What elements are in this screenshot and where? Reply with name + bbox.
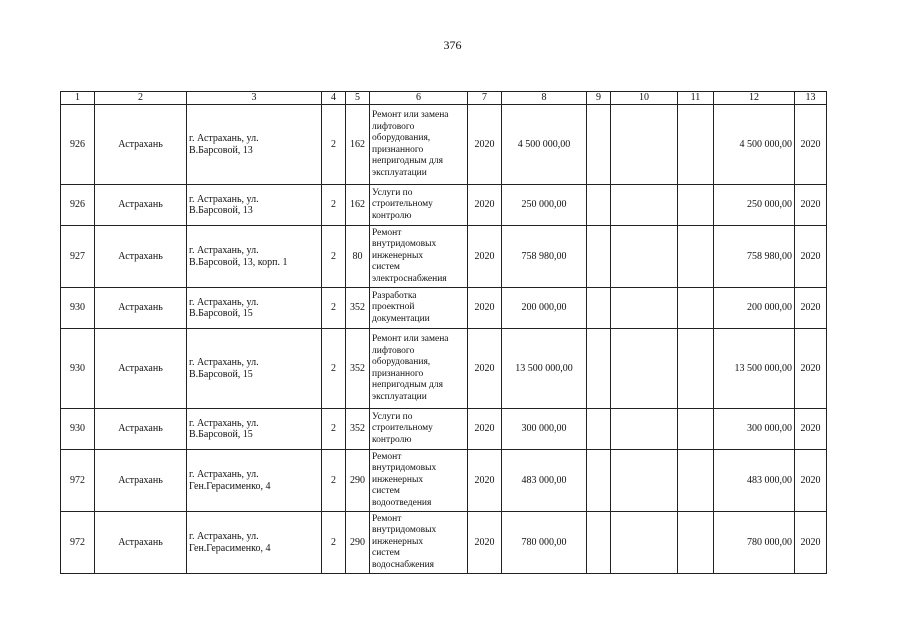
col-5-cell: 352: [346, 288, 370, 329]
work-type-cell: [370, 226, 468, 288]
address-cell: [187, 105, 322, 185]
column-header-4: 4: [322, 92, 346, 105]
table-row: [61, 105, 827, 185]
address-line: В.Барсовой, 13: [189, 144, 253, 156]
total-cost-cell: 780 000,00: [714, 512, 795, 574]
address-line: В.Барсовой, 13, корп. 1: [189, 256, 288, 268]
col-5-cell: 80: [346, 226, 370, 288]
work-type-line: Услуги по: [372, 411, 413, 422]
table-row: [61, 450, 827, 512]
year-cell: 2020: [468, 226, 502, 288]
work-type-line: оборудования,: [372, 133, 431, 143]
city-cell: Астрахань: [95, 409, 187, 450]
work-type-line: лифтового: [372, 121, 415, 132]
work-type-cell: [370, 185, 468, 226]
col-11-cell: [678, 105, 714, 185]
address-line: Ген.Герасименко, 4: [189, 542, 271, 554]
house-number-cell: 927: [61, 226, 95, 288]
work-type-line: инженерных: [372, 474, 424, 485]
address-line: г. Астрахань, ул.: [189, 417, 259, 429]
city-cell: Астрахань: [95, 105, 187, 185]
address-line: г. Астрахань, ул.: [189, 357, 259, 368]
work-type-line: Ремонт: [372, 513, 402, 524]
col-9-cell: [587, 226, 611, 288]
table-row: [61, 512, 827, 574]
col-11-cell: [678, 512, 714, 574]
address-cell: [187, 226, 322, 288]
house-number-cell: 926: [61, 185, 95, 226]
table-row: [61, 409, 827, 450]
work-type-line: электроснабжения: [372, 273, 447, 284]
table-row: [61, 288, 827, 329]
col-5-cell: 290: [346, 450, 370, 512]
col-11-cell: [678, 329, 714, 409]
work-type-line: внутридомовых: [372, 239, 437, 250]
table-row: [61, 185, 827, 226]
completion-year-cell: 2020: [795, 288, 827, 329]
city-cell: Астрахань: [95, 329, 187, 409]
year-cell: 2020: [468, 329, 502, 409]
col-9-cell: [587, 105, 611, 185]
col-10-cell: [611, 288, 678, 329]
house-number-cell: 930: [61, 288, 95, 329]
work-type-line: систем: [372, 486, 400, 497]
table-row: [61, 226, 827, 288]
total-cost-cell: 4 500 000,00: [714, 105, 795, 185]
completion-year-cell: 2020: [795, 105, 827, 185]
col-4-cell: 2: [322, 185, 346, 226]
work-type-line: инженерных: [372, 536, 424, 547]
completion-year-cell: 2020: [795, 450, 827, 512]
table-body: [61, 105, 827, 574]
col-11-cell: [678, 288, 714, 329]
year-cell: 2020: [468, 450, 502, 512]
col-10-cell: [611, 185, 678, 226]
work-type-cell: [370, 105, 468, 185]
work-type-line: признанного: [372, 368, 424, 379]
completion-year-cell: 2020: [795, 409, 827, 450]
col-9-cell: [587, 450, 611, 512]
col-11-cell: [678, 409, 714, 450]
year-cell: 2020: [468, 185, 502, 226]
house-number-cell: 930: [61, 329, 95, 409]
work-type-line: систем: [372, 548, 400, 559]
year-cell: 2020: [468, 512, 502, 574]
address-cell: [187, 512, 322, 574]
col-4-cell: 2: [322, 105, 346, 185]
col-4-cell: 2: [322, 288, 346, 329]
address-line: В.Барсовой, 15: [189, 429, 253, 440]
work-type-line: Ремонт или замена: [372, 334, 449, 344]
total-cost-cell: 300 000,00: [714, 409, 795, 450]
year-cell: 2020: [468, 409, 502, 450]
col-4-cell: 2: [322, 450, 346, 512]
house-number-cell: 972: [61, 450, 95, 512]
address-line: г. Астрахань, ул.: [189, 469, 259, 480]
total-cost-cell: 13 500 000,00: [714, 329, 795, 409]
cost-cell: 13 500 000,00: [502, 329, 587, 409]
column-header-3: 3: [187, 92, 322, 105]
total-cost-cell: 250 000,00: [714, 185, 795, 226]
column-header-8: 8: [502, 92, 587, 105]
work-type-line: непригодным для: [372, 380, 443, 390]
year-cell: 2020: [468, 105, 502, 185]
work-type-line: водоотведения: [372, 497, 432, 508]
work-type-line: контролю: [372, 434, 412, 445]
year-cell: 2020: [468, 288, 502, 329]
city-cell: Астрахань: [95, 185, 187, 226]
col-11-cell: [678, 226, 714, 288]
address-line: г. Астрахань, ул.: [189, 133, 259, 144]
cost-cell: 483 000,00: [502, 450, 587, 512]
work-type-cell: [370, 512, 468, 574]
cost-cell: 780 000,00: [502, 512, 587, 574]
col-10-cell: [611, 226, 678, 288]
column-header-11: 11: [678, 92, 714, 105]
address-line: В.Барсовой, 15: [189, 368, 253, 380]
col-11-cell: [678, 185, 714, 226]
column-header-5: 5: [346, 92, 370, 105]
work-type-line: водоснабжения: [372, 559, 435, 570]
work-type-line: Услуги по: [372, 187, 413, 198]
total-cost-cell: 200 000,00: [714, 288, 795, 329]
completion-year-cell: 2020: [795, 185, 827, 226]
work-type-line: контролю: [372, 210, 412, 221]
address-cell: [187, 288, 322, 329]
address-cell: [187, 185, 322, 226]
completion-year-cell: 2020: [795, 226, 827, 288]
address-line: В.Барсовой, 15: [189, 308, 253, 319]
column-header-1: 1: [61, 92, 95, 105]
work-type-line: лифтового: [372, 345, 415, 356]
work-type-line: Разработка: [372, 290, 417, 301]
city-cell: Астрахань: [95, 288, 187, 329]
total-cost-cell: 483 000,00: [714, 450, 795, 512]
address-line: г. Астрахань, ул.: [189, 245, 259, 256]
work-type-line: проектной: [372, 302, 415, 313]
work-type-line: строительному: [372, 199, 433, 210]
cost-cell: 758 980,00: [502, 226, 587, 288]
col-4-cell: 2: [322, 512, 346, 574]
col-5-cell: 352: [346, 329, 370, 409]
column-header-13: 13: [795, 92, 827, 105]
work-type-line: строительному: [372, 423, 433, 434]
address-line: г. Астрахань, ул.: [189, 531, 259, 542]
column-header-7: 7: [468, 92, 502, 105]
work-type-line: внутридомовых: [372, 463, 437, 474]
work-type-line: эксплуатации: [372, 391, 427, 402]
col-4-cell: 2: [322, 226, 346, 288]
address-line: Ген.Герасименко, 4: [189, 480, 271, 492]
col-11-cell: [678, 450, 714, 512]
cost-cell: 300 000,00: [502, 409, 587, 450]
col-10-cell: [611, 450, 678, 512]
address-line: г. Астрахань, ул.: [189, 193, 259, 205]
col-10-cell: [611, 512, 678, 574]
completion-year-cell: 2020: [795, 329, 827, 409]
work-type-line: признанного: [372, 144, 424, 155]
page-number: 376: [443, 38, 462, 52]
address-cell: [187, 450, 322, 512]
column-header-2: 2: [95, 92, 187, 105]
work-type-cell: [370, 288, 468, 329]
col-4-cell: 2: [322, 329, 346, 409]
house-number-cell: 972: [61, 512, 95, 574]
column-header-9: 9: [587, 92, 611, 105]
col-10-cell: [611, 105, 678, 185]
cost-cell: 250 000,00: [502, 185, 587, 226]
address-line: г. Астрахань, ул.: [189, 296, 259, 308]
work-type-line: непригодным для: [372, 156, 443, 166]
address-cell: [187, 329, 322, 409]
capital-repair-table: [60, 91, 827, 574]
col-9-cell: [587, 329, 611, 409]
table-row: [61, 329, 827, 409]
city-cell: Астрахань: [95, 512, 187, 574]
col-10-cell: [611, 409, 678, 450]
col-9-cell: [587, 409, 611, 450]
house-number-cell: 930: [61, 409, 95, 450]
col-9-cell: [587, 185, 611, 226]
column-header-12: 12: [714, 92, 795, 105]
column-header-10: 10: [611, 92, 678, 105]
address-cell: [187, 409, 322, 450]
city-cell: Астрахань: [95, 226, 187, 288]
col-5-cell: 290: [346, 512, 370, 574]
house-number-cell: 926: [61, 105, 95, 185]
cost-cell: 4 500 000,00: [502, 105, 587, 185]
work-type-line: документации: [372, 313, 430, 324]
work-type-cell: [370, 450, 468, 512]
header-row: [61, 92, 827, 105]
work-type-line: Ремонт: [372, 451, 402, 462]
col-5-cell: 162: [346, 105, 370, 185]
col-5-cell: 352: [346, 409, 370, 450]
column-header-6: 6: [370, 92, 468, 105]
cost-cell: 200 000,00: [502, 288, 587, 329]
city-cell: Астрахань: [95, 450, 187, 512]
work-type-line: Ремонт: [372, 227, 402, 238]
work-type-line: Ремонт или замена: [372, 110, 449, 120]
work-type-cell: [370, 329, 468, 409]
address-line: В.Барсовой, 13: [189, 205, 253, 216]
col-10-cell: [611, 329, 678, 409]
col-5-cell: 162: [346, 185, 370, 226]
col-9-cell: [587, 288, 611, 329]
total-cost-cell: 758 980,00: [714, 226, 795, 288]
completion-year-cell: 2020: [795, 512, 827, 574]
work-type-line: эксплуатации: [372, 167, 427, 178]
work-type-line: инженерных: [372, 250, 424, 261]
work-type-cell: [370, 409, 468, 450]
work-type-line: внутридомовых: [372, 525, 437, 536]
work-type-line: систем: [372, 262, 400, 273]
work-type-line: оборудования,: [372, 357, 431, 367]
col-9-cell: [587, 512, 611, 574]
col-4-cell: 2: [322, 409, 346, 450]
